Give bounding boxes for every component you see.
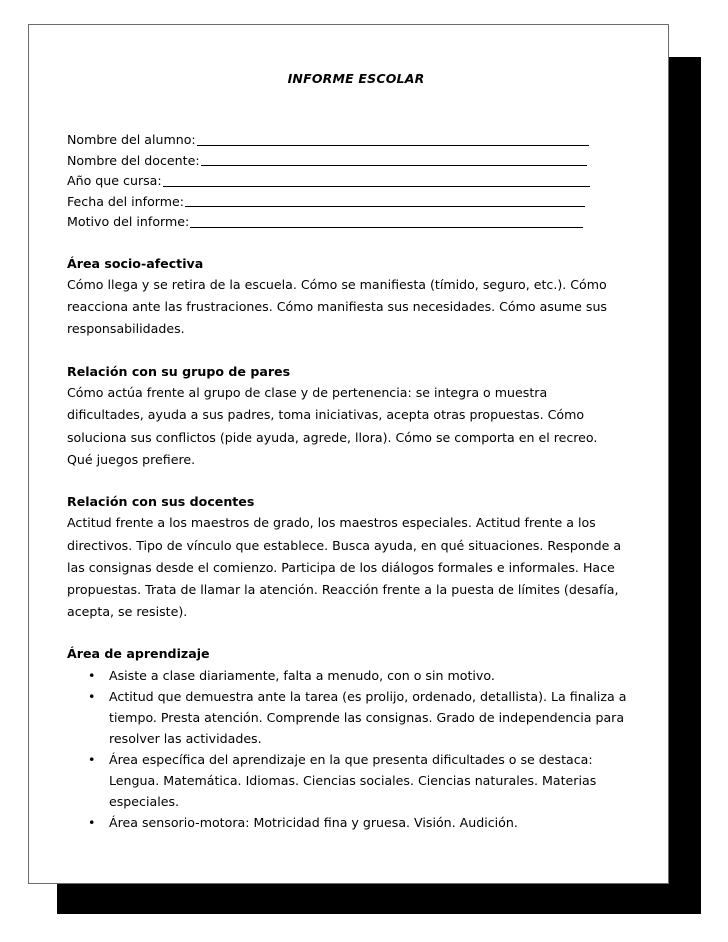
section-heading: Relación con sus docentes (67, 493, 255, 509)
section-learning (67, 643, 627, 833)
section-peer-relations (67, 361, 627, 471)
field-blank-line (197, 144, 589, 146)
bullet-icon: • (88, 814, 96, 830)
field-label: Año que cursa: (67, 173, 162, 188)
section-heading: Relación con su grupo de pares (67, 363, 291, 379)
document-page (28, 24, 669, 884)
field-label: Motivo del informe: (67, 214, 190, 229)
list-item (67, 686, 627, 749)
list-item (67, 749, 627, 812)
section-text: Cómo llega y se retira de la escuela. Cómo se manifiesta (tímido, seguro, etc.). Cómo reacciona ante las frustraciones. Cómo manifiesta sus necesidades. Cómo asume sus responsabilidades. (67, 277, 607, 337)
list-item (67, 812, 627, 833)
field-label: Fecha del informe: (67, 193, 185, 209)
section-heading: Área socio-afectiva (67, 255, 204, 271)
section-text: Actitud frente a los maestros de grado, los maestros especiales. Actitud frente a los directivos. Tipo de vínculo que establece. Busca ayuda, en qué situaciones. Responde a las consignas desde el comienzo. Participa de los diálogos formales e informales. Hace propuestas. Trata de llamar la atención. Reacción frente a la puesta de límites (desafía, acepta, se resiste). (67, 515, 622, 620)
list-item (67, 665, 627, 686)
list-item-text: Actitud que demuestra ante la tarea (es prolijo, ordenado, detallista). La finaliza a tiempo. Presta atención. Comprende las consignas. Grado de independencia para resolver las actividades. (109, 688, 627, 746)
field-blank-line (185, 205, 585, 207)
field-teacher-name (67, 151, 627, 172)
bullet-list (67, 665, 627, 833)
field-blank-line (201, 164, 587, 166)
list-item-text: Área específica del aprendizaje en la que presenta dificultades o se destaca: Lengua. Matemática. Idiomas. Ciencias sociales. Ciencias naturales. Materias especiales. (109, 751, 597, 809)
field-report-date (67, 192, 627, 213)
field-blank-line (163, 185, 590, 187)
bullet-icon: • (88, 667, 96, 683)
field-report-reason (67, 212, 627, 233)
field-label: Nombre del docente: (67, 152, 200, 168)
field-school-year (67, 171, 627, 192)
list-item-text: Área sensorio-motora: Motricidad fina y gruesa. Visión. Audición. (109, 814, 518, 830)
document-title: INFORME ESCOLAR (287, 71, 425, 86)
bullet-icon: • (88, 751, 96, 767)
form-fields (67, 130, 627, 233)
section-teacher-relations (67, 491, 627, 624)
section-socio-affective (67, 253, 627, 341)
bullet-icon: • (88, 688, 96, 704)
field-label: Nombre del alumno: (67, 132, 196, 147)
section-text: Cómo actúa frente al grupo de clase y de pertenencia: se integra o muestra dificultades, ayuda a sus padres, toma iniciativas, acepta otras propuestas. Cómo soluciona sus conflictos (pide ayuda, agrede, llora). Cómo se comporta en el recreo. Qué juegos prefiere. (67, 385, 598, 467)
list-item-text: Asiste a clase diariamente, falta a menudo, con o sin motivo. (109, 667, 495, 683)
field-blank-line (190, 226, 583, 228)
page-content (67, 69, 627, 833)
section-heading: Área de aprendizaje (67, 646, 210, 662)
field-student-name (67, 130, 627, 151)
